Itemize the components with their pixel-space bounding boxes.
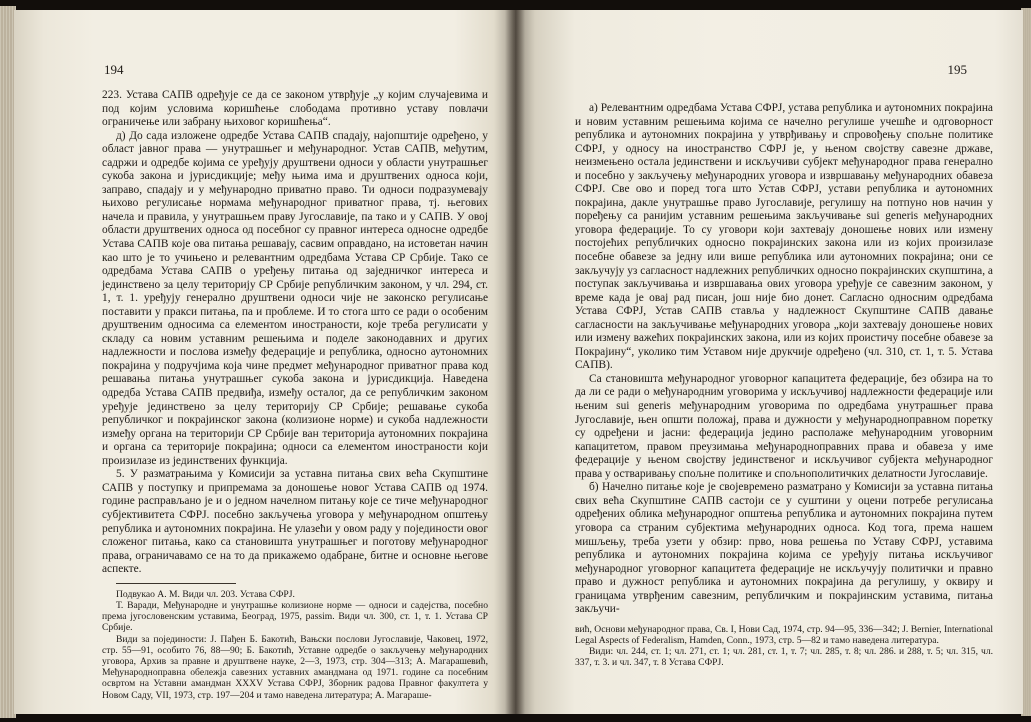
- right-text-column: [575, 102, 993, 669]
- footnote: Подвукао А. М. Види чл. 203. Устава СФРЈ.: [116, 588, 295, 600]
- paragraph: Са становишта међународног уговорног капацитета федерације, без обзира на то да ли се ради о међународним уговорима у искључивој надлежности федерације или њеним sui generis међународним уговорима по одредбама унутрашњег права Југославије, њен општи положај, права и дужности у међународноправном поретку су одређени и јасни: федерација једино располаже међународним уговорним капацитетом, правом преузимања међународноправних права и обавеза у име федерације у њеном својству јединственог и искључивог субјекта међународног права у остваривању спољне политике и спољнополитичких делатности Југославије.: [575, 372, 993, 480]
- footnote: Т. Варади, Међународне и унутрашње колизионе норме — односи и садејства, посебно према југословенским уставима, Београд, 1975, passim. Види чл. 300, ст. 1, т. 1. Устава СР Србије.: [102, 599, 488, 634]
- footnote-divider: [116, 583, 236, 584]
- footnote: вић, Основи међународног права, Св. I, Нови Сад, 1974, стр. 94—95, 336—342; J. Bernier, International Legal Aspects of Federalism, Hamden, Conn., 1973, стр. 5—82 и тамо наведена литература.: [575, 623, 993, 646]
- left-text-column: [102, 89, 488, 701]
- left-page: [14, 10, 515, 714]
- footnote-divider: [575, 621, 695, 622]
- paragraph: 5. У разматрањима у Комисији за уставна питања свих већа Скупштине САПВ у поступку и припремама за доношење новог Устава САПВ од 1974. године расправљано је и о једном начелном питању које се тиче међународног субјективитета СФРЈ. посебно закључења уговора у међународном општењу република и аутономних покрајина. Не улазећи у овом раду у појединости овог сложеног питања, како са становишта унутрашњег и поготову међународног права, ограничавамо се на то да прикажемо одабране, битне и основне његове аспекте.: [102, 468, 488, 576]
- page-number: 194: [104, 62, 124, 77]
- paragraph: б) Начелно питање које је својевремено разматрано у Комисији за уставна питања свих већа Скупштине САПВ састоји се у суштини у оцени потребе регулисања одређених облика међународног општења република и аутономних покрајина путем уговора са страним субјектима међународних односа. Код тога, према нашем мишљењу, треба узети у обзир: прво, нова решења по Уставу СФРЈ, уставима република и аутономних покрајина којима се уређују питања искључивог међународног уговорног капацитета федерације не искључују политички и правно право и дужност република и аутономних покрајина да регулишу, у оквиру и границама утврђеним савезним, републичким и покрајинским уставима, питања закључи-: [575, 481, 993, 616]
- footnote: Види: чл. 244, ст. 1; чл. 271, ст. 1; чл. 281, ст. 1, т. 7; чл. 285, т. 8; чл. 286. и 288, т. 5; чл. 315, чл. 337, т. 3. и чл. 347, т. 8 Устава СФРЈ.: [575, 646, 993, 669]
- paragraph: а) Релевантним одредбама Устава СФРЈ, устава република и аутономних покрајина и новим уставним решењима којима се начелно регулише учешће и одговорност република и аутономних покрајина у утврђивању и спровођењу спољне политике СФРЈ, у односу на иностранство СФРЈ је, у њеном својству савезне државе, неизмењено остала јединствени и искључиви субјект међународног права генерално и посебно у закључењу међународних уговора и извршавању међународних обавеза СФРЈ. Све ово и поред тога што Устав СФРЈ, устави република и аутономних покрајина, дакле унутрашње право Југославије, регулишу на потпуно нов начин у поређењу са ранијим уставним решењима закључивање sui generis међународних уговора федерације. То су уговори који захтевају доношење нових или измену постојећих републичких односно покрајинских закона или из којих произилазе посебне обавезе за једну или више република или аутономних покрајина; они се закључују уз сагласност надлежних републичких односно покрајинских скупштина, а поступак закључивања и извршавања ових уговора уређује се савезним законом, у време када је овај рад писан, још није био донет. Сагласно односним одредбама Устава СФРЈ, Устав САПВ ставља у надлежност Скупштине САПВ давање сагласности на закључивање међународних уговора „који захтевају доношење нових или измену важећих покрајинских закона, или из којих проистичу посебне обавезе за Покрајину“, уколико тим Уставом није друкчије одређено (чл. 310, ст. 1, т. 5. Устава САПВ).: [575, 102, 993, 372]
- paragraph: д) До сада изложене одредбе Устава САПВ спадају, најопштије одређено, у област јавног права — унутрашњег и међународног. Устав САПВ, међутим, садржи и одредбе којима се уређују друштвени односи у области унутрашњег сукоба закона и јурисдикције; међу њима има и друштвених односа који, заправо, спадају и у међународно приватно право. Ти односи подразумевају њихово регулисање нормама међународног приватног права, тј. његових начела и правила, у унутрашњем праву Југославије, па тако и у САПВ. У овој области друштвених односа од посебног су правног интереса односне одредбе Устава САПВ које ова питања решавају, сасвим оправдано, на истоветан начин као што је то учињено и релевантним одредбама Устава СР Србије. Тако се одредбама Устава САПВ о уређењу питања од заједничког интереса и јединствено за целу територију СР Србије републичким законом, у чл. 294, ст. 1, т. 1. уређују генерално друштвени односи чије не законско регулисање поставити у пракси питања, па и проблеме. И то стога што се ради о особеним друштвеним односима са елементом иностраности, које треба регулисати у складу са новим уставним решењима и поделе законодавних и других надлежности и послова између федерације и република, односно аутономних покрајина у подручјима која чине предмет међународног приватног права код решавања питања унутрашњег сукоба закона и јурисдикција. Наведена одредба Устава САПВ предвиђа, између осталог, да се републичким законом уређује јединствено за целу територију СР Србије; решавање сукоба републичког и покрајинског закона (колизионе норме) и сукоба надлежности између органа на територији СР Србије ван територија аутономних покрајина и органа са територије покрајина; односи са елементом иностраности који произилазе из јединствених функција.: [102, 129, 488, 467]
- page-number: 195: [947, 62, 967, 77]
- paragraph: 223. Устава САПВ одређује се да се законом утврђује „у којим случајевима и под којим условима коришћење слободама противно уставу повлачи ограничење или забрану њиховог коришћења“.: [102, 89, 488, 129]
- footnote: Види за појединости: Ј. Пађен Б. Бакотић, Вањски послови Југославије, Чаковец, 1972, стр. 55—91, особито 76, 88—90; Б. Бакотић, Уставне одредбе о закључењу међународних уговора, Архив за правне и друштвене науке, 2—3, 1973, стр. 304—313; А. Магарашевић, Међународноправна обележја савезних уставних амандмана од 1971. године са посебним освртом на Уставни амандман XXXV Устава СФРЈ, Зборник радова Правног факултета у Новом Саду, VII, 1973, стр. 197—204 и тамо наведена литература; А. Магараше-: [102, 633, 488, 701]
- right-page: [515, 10, 1023, 714]
- book-gutter: [505, 10, 525, 714]
